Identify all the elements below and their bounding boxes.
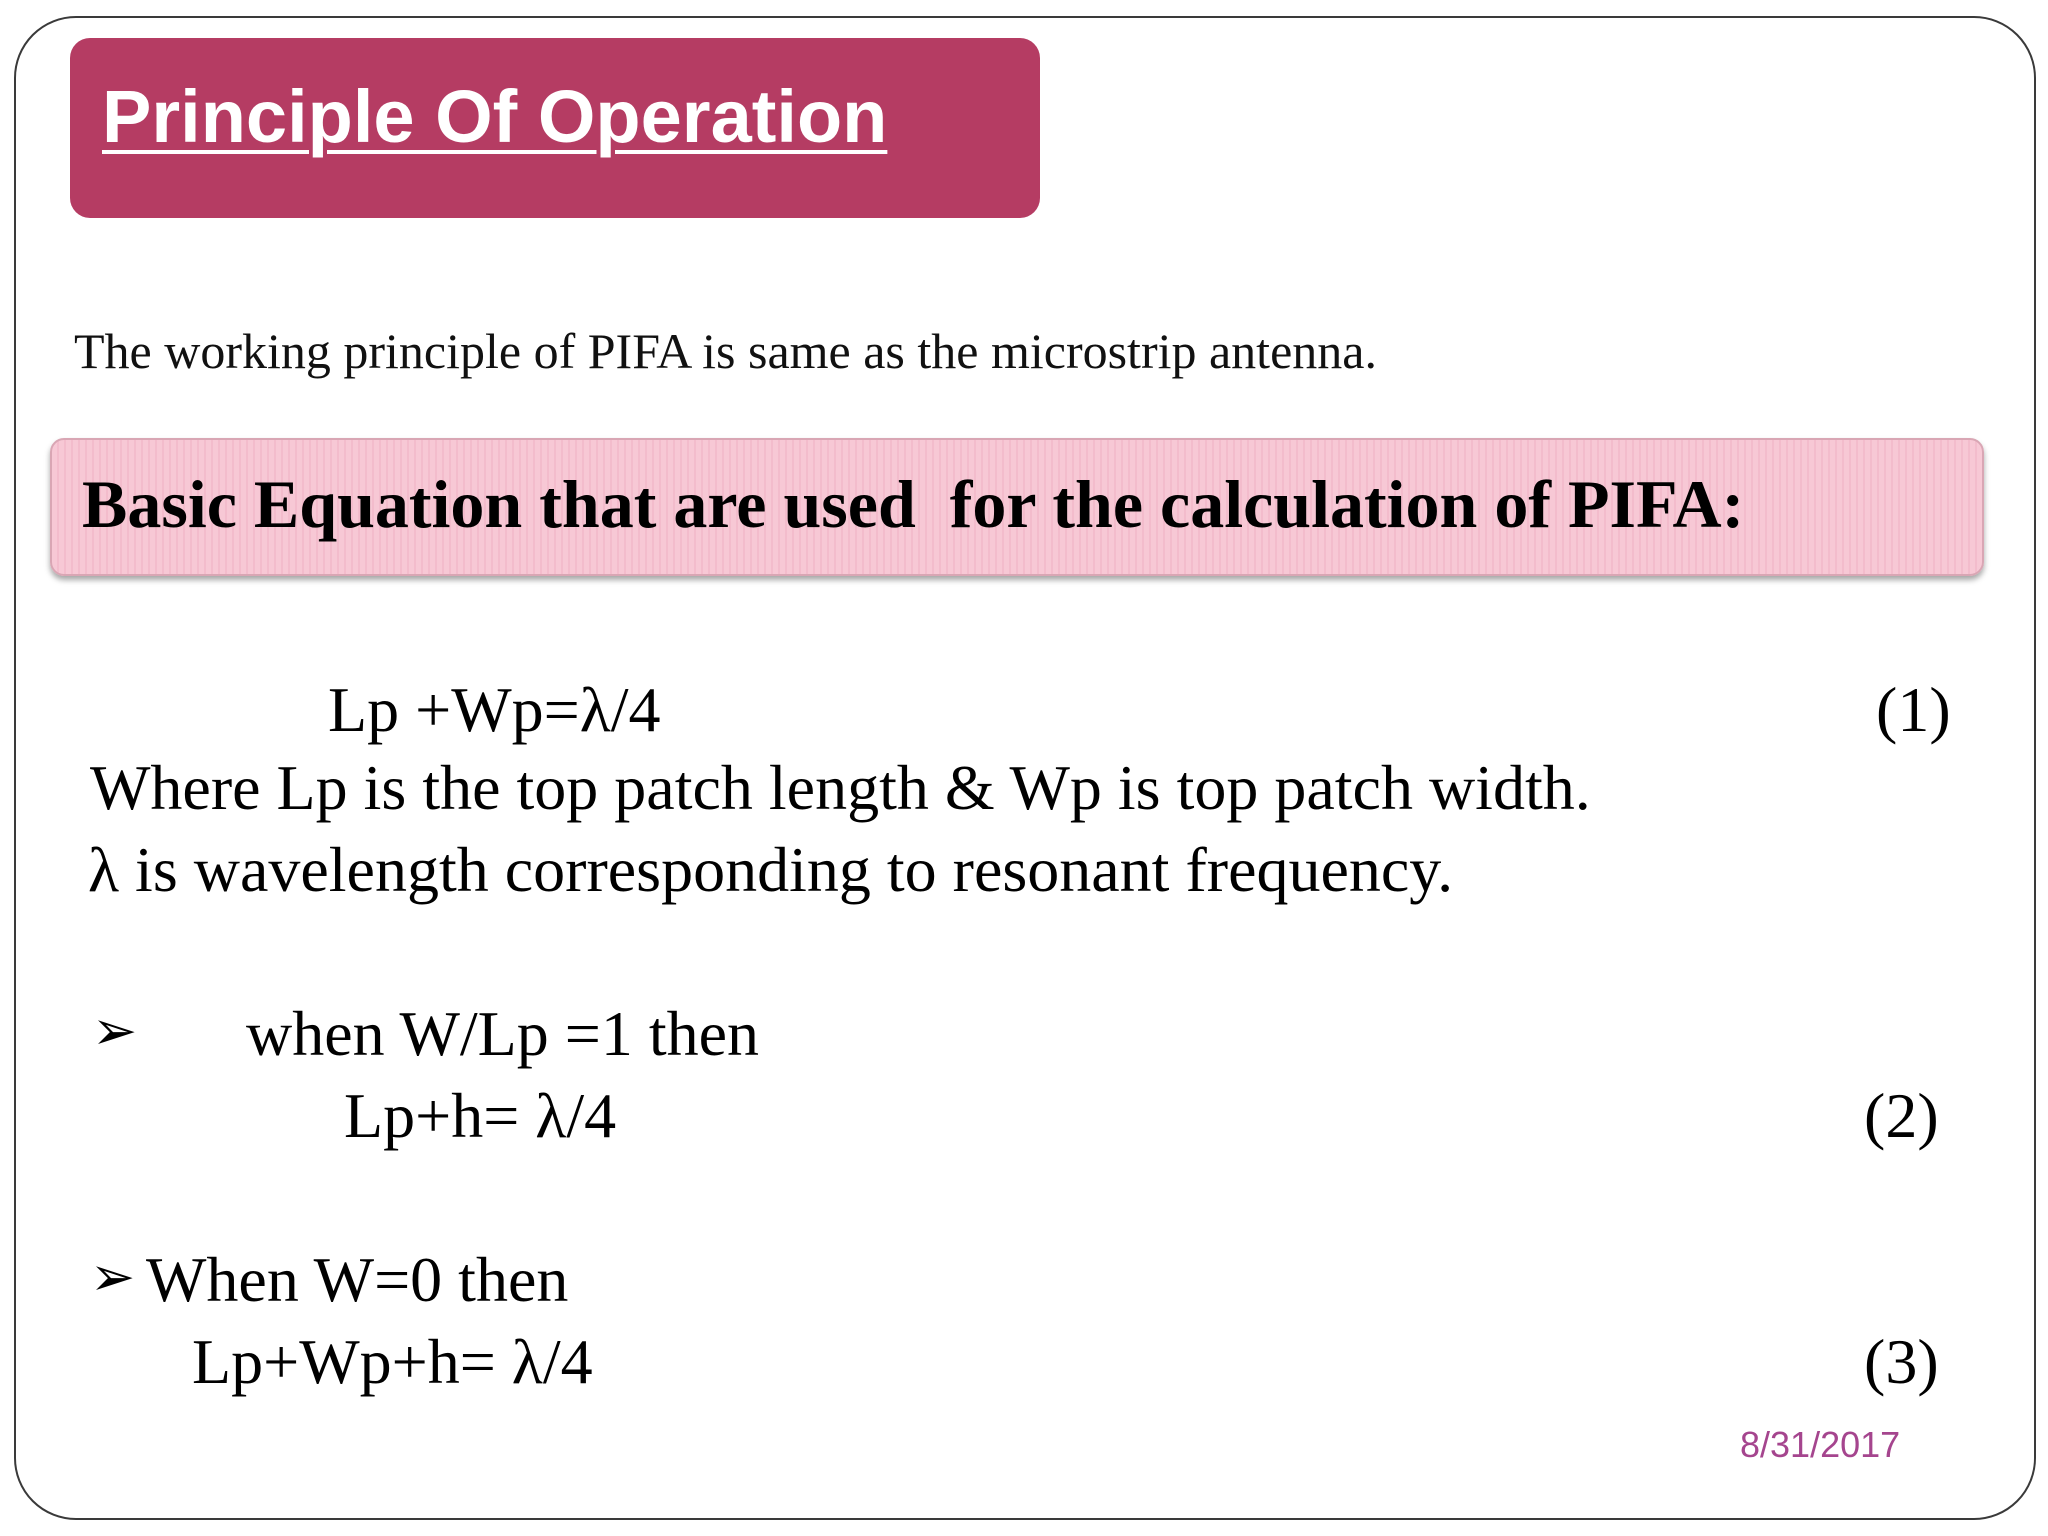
- where-line: Where Lp is the top patch length & Wp is top patch width.: [90, 752, 1591, 823]
- arrowhead-bullet-icon: ➢: [92, 999, 138, 1062]
- slide-title: Principle Of Operation: [102, 75, 888, 158]
- slide-date: 8/31/2017: [1740, 1424, 1901, 1465]
- equation-2-number: (2): [1864, 1080, 1939, 1151]
- subtitle-text: Basic Equation that are used for the calculation of PIFA:: [82, 466, 1745, 542]
- equation-1-number: (1): [1876, 674, 1951, 745]
- subtitle-banner: [50, 438, 1984, 576]
- arrowhead-bullet-icon: ➢: [90, 1245, 136, 1308]
- intro-text: The working principle of PIFA is same as the microstrip antenna.: [74, 323, 1377, 379]
- lambda-line: λ is wavelength corresponding to resonant frequency.: [88, 834, 1454, 905]
- bullet-1-condition: when W/Lp =1 then: [246, 998, 760, 1069]
- equation-1: Lp +Wp=λ/4: [328, 674, 661, 745]
- bullet-2-condition: When W=0 then: [146, 1244, 569, 1315]
- equation-3: Lp+Wp+h= λ/4: [192, 1326, 593, 1397]
- equation-3-number: (3): [1864, 1326, 1939, 1397]
- title-banner: [70, 38, 1040, 218]
- equation-2: Lp+h= λ/4: [344, 1080, 617, 1151]
